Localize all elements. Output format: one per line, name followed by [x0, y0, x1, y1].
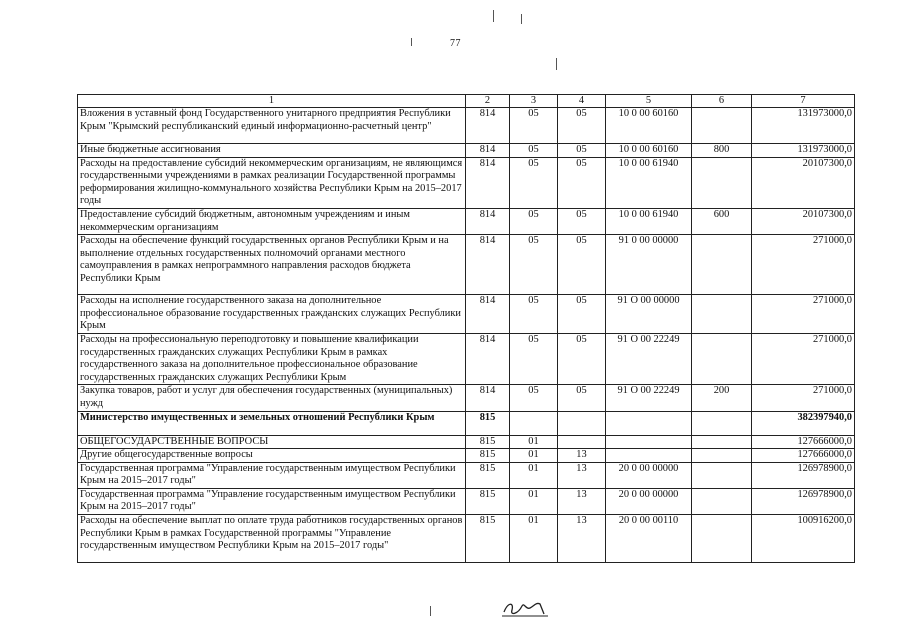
column-header: 6	[692, 95, 752, 108]
row-admin-code: 814	[466, 144, 510, 158]
row-amount: 127666000,0	[752, 449, 855, 463]
row-admin-code: 815	[466, 488, 510, 514]
row-section: 05	[510, 295, 558, 334]
column-header: 5	[606, 95, 692, 108]
row-target-article: 91 О 00 22249	[606, 333, 692, 384]
row-name: Государственная программа "Управление государственным имуществом Республики Крым на 2015–2017 годы"	[78, 462, 466, 488]
row-subsection	[558, 435, 606, 449]
row-admin-code: 815	[466, 411, 510, 435]
row-amount: 271000,0	[752, 295, 855, 334]
row-amount: 131973000,0	[752, 108, 855, 144]
scan-mark	[493, 10, 494, 22]
column-header: 1	[78, 95, 466, 108]
row-expense-type	[692, 235, 752, 295]
row-amount: 20107300,0	[752, 208, 855, 234]
row-section: 05	[510, 108, 558, 144]
row-subsection: 05	[558, 144, 606, 158]
row-section: 05	[510, 385, 558, 411]
row-admin-code: 814	[466, 208, 510, 234]
row-section: 05	[510, 157, 558, 208]
row-admin-code: 815	[466, 435, 510, 449]
column-header: 4	[558, 95, 606, 108]
row-target-article	[606, 411, 692, 435]
table-row	[78, 333, 855, 384]
row-amount: 382397940,0	[752, 411, 855, 435]
budget-table	[77, 94, 855, 563]
row-admin-code: 815	[466, 462, 510, 488]
row-name: Другие общегосударственные вопросы	[78, 449, 466, 463]
row-subsection: 13	[558, 488, 606, 514]
row-admin-code: 815	[466, 515, 510, 563]
row-expense-type	[692, 108, 752, 144]
row-subsection: 05	[558, 108, 606, 144]
row-subsection: 05	[558, 208, 606, 234]
row-amount: 127666000,0	[752, 435, 855, 449]
row-admin-code: 814	[466, 333, 510, 384]
row-subsection: 13	[558, 449, 606, 463]
row-admin-code: 814	[466, 295, 510, 334]
row-target-article: 91 О 00 22249	[606, 385, 692, 411]
row-target-article: 91 0 00 00000	[606, 235, 692, 295]
row-target-article: 20 0 00 00110	[606, 515, 692, 563]
row-amount: 126978900,0	[752, 462, 855, 488]
row-section: 05	[510, 144, 558, 158]
row-section: 01	[510, 462, 558, 488]
row-target-article: 10 0 00 61940	[606, 157, 692, 208]
row-subsection: 05	[558, 385, 606, 411]
table-row	[78, 435, 855, 449]
row-expense-type	[692, 411, 752, 435]
column-header: 3	[510, 95, 558, 108]
row-name: Государственная программа "Управление государственным имуществом Республики Крым на 2015–2017 годы"	[78, 488, 466, 514]
row-name: Закупка товаров, работ и услуг для обеспечения государственных (муниципальных) нужд	[78, 385, 466, 411]
row-admin-code: 814	[466, 108, 510, 144]
row-name: Предоставление субсидий бюджетным, автономным учреждениям и иным некоммерческим организациям	[78, 208, 466, 234]
row-subsection: 05	[558, 333, 606, 384]
row-admin-code: 815	[466, 449, 510, 463]
row-name: ОБЩЕГОСУДАРСТВЕННЫЕ ВОПРОСЫ	[78, 435, 466, 449]
row-amount: 100916200,0	[752, 515, 855, 563]
table-row	[78, 144, 855, 158]
scan-mark	[411, 38, 412, 46]
row-subsection: 05	[558, 157, 606, 208]
table-row	[78, 449, 855, 463]
row-target-article: 20 0 00 00000	[606, 462, 692, 488]
row-expense-type: 800	[692, 144, 752, 158]
signature-mark	[500, 596, 560, 620]
scan-mark	[521, 14, 522, 24]
row-target-article: 20 0 00 00000	[606, 488, 692, 514]
row-amount: 271000,0	[752, 333, 855, 384]
row-admin-code: 814	[466, 157, 510, 208]
row-admin-code: 814	[466, 385, 510, 411]
row-expense-type	[692, 435, 752, 449]
row-expense-type	[692, 295, 752, 334]
row-name: Министерство имущественных и земельных отношений Республики Крым	[78, 411, 466, 435]
table-row	[78, 235, 855, 295]
row-section: 01	[510, 515, 558, 563]
scan-mark	[430, 606, 431, 616]
row-target-article: 91 О 00 00000	[606, 295, 692, 334]
row-section	[510, 411, 558, 435]
row-amount: 271000,0	[752, 385, 855, 411]
row-expense-type	[692, 333, 752, 384]
row-name: Вложения в уставный фонд Государственного унитарного предприятия Республики Крым "Крымский республиканский единый информационно-расчетный центр"	[78, 108, 466, 144]
row-section: 05	[510, 208, 558, 234]
table-row	[78, 462, 855, 488]
page-number: 77	[450, 38, 461, 49]
row-expense-type	[692, 157, 752, 208]
row-amount: 20107300,0	[752, 157, 855, 208]
table-row	[78, 515, 855, 563]
row-target-article: 10 0 00 60160	[606, 144, 692, 158]
scan-mark	[556, 58, 557, 70]
row-name: Расходы на профессиональную переподготовку и повышение квалификации государственных гражданских служащих Республики Крым в рамках государственного заказа на дополнительное профессиональное образование государственных гражданских служащих Республики Крым	[78, 333, 466, 384]
row-admin-code: 814	[466, 235, 510, 295]
row-expense-type	[692, 515, 752, 563]
row-subsection: 05	[558, 295, 606, 334]
table-header-row	[78, 95, 855, 108]
column-header: 2	[466, 95, 510, 108]
row-amount: 126978900,0	[752, 488, 855, 514]
table-row	[78, 157, 855, 208]
row-section: 05	[510, 235, 558, 295]
row-target-article	[606, 449, 692, 463]
row-subsection: 05	[558, 235, 606, 295]
row-target-article: 10 0 00 60160	[606, 108, 692, 144]
row-subsection	[558, 411, 606, 435]
row-section: 01	[510, 449, 558, 463]
row-expense-type: 200	[692, 385, 752, 411]
table-row	[78, 488, 855, 514]
row-name: Расходы на исполнение государственного заказа на дополнительное профессиональное образование государственных гражданских служащих Республики Крым	[78, 295, 466, 334]
row-expense-type: 600	[692, 208, 752, 234]
row-target-article: 10 0 00 61940	[606, 208, 692, 234]
table-row	[78, 295, 855, 334]
row-name: Расходы на обеспечение выплат по оплате труда работников государственных органов Республики Крым в рамках Государственной программы "Управление государственным имуществом Республики Крым на 2015–2017 годы"	[78, 515, 466, 563]
row-subsection: 13	[558, 515, 606, 563]
row-amount: 131973000,0	[752, 144, 855, 158]
row-section: 01	[510, 488, 558, 514]
row-expense-type	[692, 462, 752, 488]
row-expense-type	[692, 449, 752, 463]
table-body	[78, 108, 855, 563]
row-subsection: 13	[558, 462, 606, 488]
row-target-article	[606, 435, 692, 449]
row-expense-type	[692, 488, 752, 514]
table-row	[78, 108, 855, 144]
row-section: 05	[510, 333, 558, 384]
row-amount: 271000,0	[752, 235, 855, 295]
column-header: 7	[752, 95, 855, 108]
row-name: Расходы на предоставление субсидий некоммерческим организациям, не являющимся государственными учреждениями в рамках реализации Государственной программы реформирования жилищно-коммунального хозяйства Республики Крым на 2015–2017 годы	[78, 157, 466, 208]
row-name: Иные бюджетные ассигнования	[78, 144, 466, 158]
table-row	[78, 411, 855, 435]
table-row	[78, 208, 855, 234]
row-name: Расходы на обеспечение функций государственных органов Республики Крым и на выполнение отдельных государственных полномочий органами местного самоуправления в рамках непрограммного направления расходов бюджета Республики Крым	[78, 235, 466, 295]
row-section: 01	[510, 435, 558, 449]
table-row	[78, 385, 855, 411]
